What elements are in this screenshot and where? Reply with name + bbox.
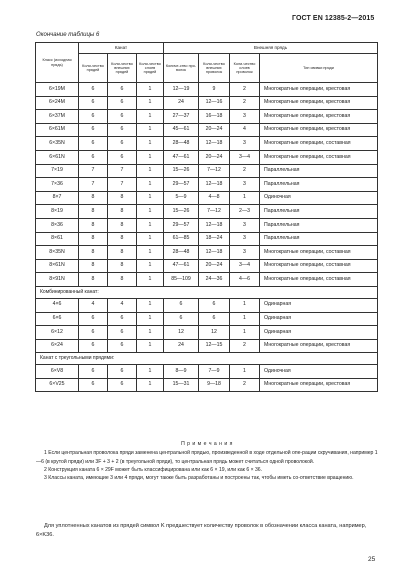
table-cell: 12—19 [164,83,199,97]
table-cell: 8 [79,205,108,219]
notes-block [36,440,378,482]
table-cell: 8 [79,273,108,287]
table-cell: Одинарная [260,298,378,312]
table-cell: 1 [137,326,164,340]
table-row [36,259,378,273]
table-cell: 1 [137,96,164,110]
table-row [36,273,378,287]
table-cell: 2—3 [230,205,260,219]
table-cell: 1 [137,110,164,124]
table-cell: 6 [79,365,108,379]
table-cell: 12—18 [199,218,230,232]
table-cell: 8 [108,191,137,205]
table-cell: 1 [230,191,260,205]
table-cell: 7—9 [199,365,230,379]
table-cell: Многократные операции, крестовая [260,110,378,124]
table-row [36,83,378,97]
table-cell: 8 [108,232,137,246]
table-cell: 1 [137,123,164,137]
table-cell: 12—18 [199,137,230,151]
table-cell: Многократные операции, крестовая [260,83,378,97]
table-cell: 45—61 [164,123,199,137]
table-row [36,365,378,379]
table-cell: 7—12 [199,205,230,219]
note-item: 3 Классы каната, имеющие 3 или 4 пряди, могут также быть разработаны и построены так, чтобы иметь со-ответствие вращению. [44,475,354,481]
table-cell: 1 [230,326,260,340]
table-cell: 6 [164,298,199,312]
table-cell: 47—61 [164,259,199,273]
table-cell: 8×7 [36,191,79,205]
table-cell: Многократные операции, крестовая [260,339,378,353]
table-cell: 8×35N [36,246,79,260]
table-cell: 6 [79,150,108,164]
table-cell: Параллельная [260,232,378,246]
table-cell: 1 [137,191,164,205]
table-cell: Многократные операции, составная [260,150,378,164]
table-cell: 29—57 [164,218,199,232]
table-row [36,205,378,219]
table-row [36,298,378,312]
table-cell: 24 [164,339,199,353]
table-cell: Многократные операции, крестовая [260,378,378,392]
table-cell: 7×36 [36,178,79,192]
table-cell: 3 [230,110,260,124]
table-cell: Многократные операции, составная [260,259,378,273]
table-cell: 6×V8 [36,365,79,379]
table-cell: 3 [230,137,260,151]
table-row [36,191,378,205]
table-cell: 20—24 [199,123,230,137]
table-cell: 24—36 [199,273,230,287]
table-row [36,137,378,151]
combined-rope-heading: Комбинированный канат: [36,286,378,298]
header-rope-group: Канат [79,43,164,54]
table-cell: 8×91N [36,273,79,287]
table-cell: 2 [230,164,260,178]
table-cell: 20—24 [199,150,230,164]
table-cell: Одиночная [260,365,378,379]
page-number: 25 [368,556,376,563]
table-cell: 6 [108,96,137,110]
table-cell: 1 [230,365,260,379]
table-cell: 6×61M [36,123,79,137]
table-cell: 1 [137,218,164,232]
table-cell: 1 [137,273,164,287]
table-cell: Одинарная [260,312,378,326]
header-wire-layers: Коли-чество слоев проволок [230,54,260,83]
table-cell: 6×12 [36,326,79,340]
table-cell: 3—4 [230,150,260,164]
table-cell: 6×35N [36,137,79,151]
table-cell: 8 [79,232,108,246]
table-cell: 29—57 [164,178,199,192]
notes-heading: П р и м е ч а н и я [181,441,233,447]
table-cell: 6 [108,137,137,151]
table-cell: 8—9 [164,365,199,379]
triangular-rope-heading: Канат с треугольными прядями: [36,353,378,365]
table-cell: 12—15 [199,339,230,353]
table-row [36,150,378,164]
table-cell: 1 [137,164,164,178]
table-cell: 6×6 [36,312,79,326]
table-cell: 6×19M [36,83,79,97]
table-cell: Параллельная [260,205,378,219]
table-cell: 5—9 [164,191,199,205]
header-lay-type: Тип свивки пряди [260,54,378,83]
table-cell: 8 [79,246,108,260]
table-cell: Многократные операции, крестовая [260,123,378,137]
note-item: 2 Конструкция каната 6 × 29F может быть классифицирована или как 6 × 19, или как 6 × 36. [44,466,263,473]
table-row [36,232,378,246]
table-cell: 8 [79,259,108,273]
table-row [36,326,378,340]
table-row [36,123,378,137]
table-cell: 6 [199,312,230,326]
table-row [36,312,378,326]
table-cell: 12 [164,326,199,340]
table-cell: 2 [230,378,260,392]
table-cell: 12—18 [199,178,230,192]
table-cell: 8×61N [36,259,79,273]
table-cell: 4 [230,123,260,137]
table-cell: 7 [79,178,108,192]
table-cell: 15—26 [164,205,199,219]
table-cell: Многократные операции, составная [260,246,378,260]
document-code: ГОСТ EN 12385-2—2015 [292,15,375,22]
table-cell: 1 [137,339,164,353]
table-cell: 4 [108,298,137,312]
table-cell: 9 [199,83,230,97]
table-cell: 2 [230,339,260,353]
table-cell: 1 [137,178,164,192]
table-cell: 4×6 [36,298,79,312]
table-cell: 6 [79,123,108,137]
table-cell: Многократные операции, крестовая [260,96,378,110]
table-cell: Параллельная [260,218,378,232]
table-cell: 6 [79,96,108,110]
table-cell: 6 [79,137,108,151]
table-cell: 8×36 [36,218,79,232]
table-cell: 1 [137,246,164,260]
table-cell: 7×19 [36,164,79,178]
table-cell: 2 [230,83,260,97]
table-cell: Одинарная [260,326,378,340]
table-cell: 6 [108,365,137,379]
table-row [36,110,378,124]
table-row [36,246,378,260]
table-cell: 6 [79,312,108,326]
table-cell: 6×24M [36,96,79,110]
table-cell: 1 [137,150,164,164]
table-cell: 1 [137,232,164,246]
table-cell: 6 [108,339,137,353]
table-cell: 3 [230,218,260,232]
table-cell: 6 [79,83,108,97]
table-cell: 47—61 [164,150,199,164]
table-cell: 7 [79,164,108,178]
table-cell: 18—24 [199,232,230,246]
header-outer-strands: Коли-чество внешних прядей [108,54,137,83]
table-cell: 1 [137,259,164,273]
header-class: Класс (исходная прядь) [36,43,79,83]
rope-class-table [35,42,378,392]
table-cell: Многократные операции, составная [260,273,378,287]
header-wires: Количе-ство про-волок [164,54,199,83]
table-cell: 1 [230,298,260,312]
table-cell: 6×24 [36,339,79,353]
table-cell: 1 [137,365,164,379]
table-cell: 3—4 [230,259,260,273]
table-cell: 8 [108,205,137,219]
table-cell: Параллельная [260,178,378,192]
table-cell: 12—16 [199,96,230,110]
table-cell: 1 [137,83,164,97]
header-outer-wires: Коли-чество внешних проволок [199,54,230,83]
table-row [36,218,378,232]
table-cell: 6 [79,110,108,124]
table-cell: 6×V25 [36,378,79,392]
table-cell: 6 [79,378,108,392]
table-cell: 6 [108,83,137,97]
table-cell: 85—109 [164,273,199,287]
table-cell: 6 [199,298,230,312]
table-cell: Параллельная [260,164,378,178]
table-cell: 12—18 [199,246,230,260]
table-cell: Одиночная [260,191,378,205]
table-cell: 8×19 [36,205,79,219]
table-cell: 6 [164,312,199,326]
table-cell: 1 [137,312,164,326]
table-cell: 6 [79,326,108,340]
table-row [36,378,378,392]
table-cell: 24 [164,96,199,110]
table-cell: 6×37M [36,110,79,124]
table-cell: 2 [230,96,260,110]
table-cell: 4—8 [199,191,230,205]
header-layers: Коли-чество слоев прядей [137,54,164,83]
table-cell: 28—48 [164,137,199,151]
compacted-rope-paragraph: Для уплотненных канатов из прядей символ K предшествует количеству проволок в обозначении класса каната, например, 6×K36. [36,523,367,538]
table-cell: 7—12 [199,164,230,178]
table-row [36,178,378,192]
header-outer-strand-group: Внешняя прядь [164,43,378,54]
table-cell: 3 [230,246,260,260]
table-cell: 8×61 [36,232,79,246]
table-cell: 8 [79,218,108,232]
table-cell: 16—18 [199,110,230,124]
table-cell: 8 [79,191,108,205]
table-cell: 9—18 [199,378,230,392]
table-cell: 6 [108,312,137,326]
table-cell: 4 [79,298,108,312]
table-cell: 1 [137,298,164,312]
table-row [36,339,378,353]
table-cell: 1 [230,312,260,326]
table-row [36,96,378,110]
table-cell: 7 [108,178,137,192]
table-cell: Многократные операции, составная [260,137,378,151]
table-cell: 8 [108,218,137,232]
table-cell: 20—24 [199,259,230,273]
table-cell: 6×61N [36,150,79,164]
table-cell: 3 [230,232,260,246]
table-cell: 6 [79,339,108,353]
table-cell: 6 [108,326,137,340]
table-cell: 15—31 [164,378,199,392]
table-row [36,164,378,178]
table-cell: 3 [230,178,260,192]
table-cell: 8 [108,273,137,287]
header-strand-count: Коли-чество прядей [79,54,108,83]
table-cell: 1 [137,137,164,151]
table-cell: 12 [199,326,230,340]
table-cell: 1 [137,378,164,392]
table-cell: 61—85 [164,232,199,246]
table-cell: 6 [108,110,137,124]
table-cell: 27—37 [164,110,199,124]
table-cell: 8 [108,259,137,273]
table-cell: 6 [108,378,137,392]
table-cell: 4—6 [230,273,260,287]
table-cell: 1 [137,205,164,219]
table-cell: 28—48 [164,246,199,260]
note-item: 1 Если центральная проволока пряди заменена центральной прядью, произведенной в ходе отдельной опе-рации скручивания, например 1—6 (в крутой пряди) или 3F + 3 + 2 (в треугольной пряди), то центральная прядь может считаться одной проволокой. [36,450,378,465]
table-cell: 8 [108,246,137,260]
table-cell: 6 [108,150,137,164]
table-caption: Окончание таблицы 6 [36,32,100,38]
table-cell: 15—26 [164,164,199,178]
table-cell: 6 [108,123,137,137]
table-cell: 7 [108,164,137,178]
